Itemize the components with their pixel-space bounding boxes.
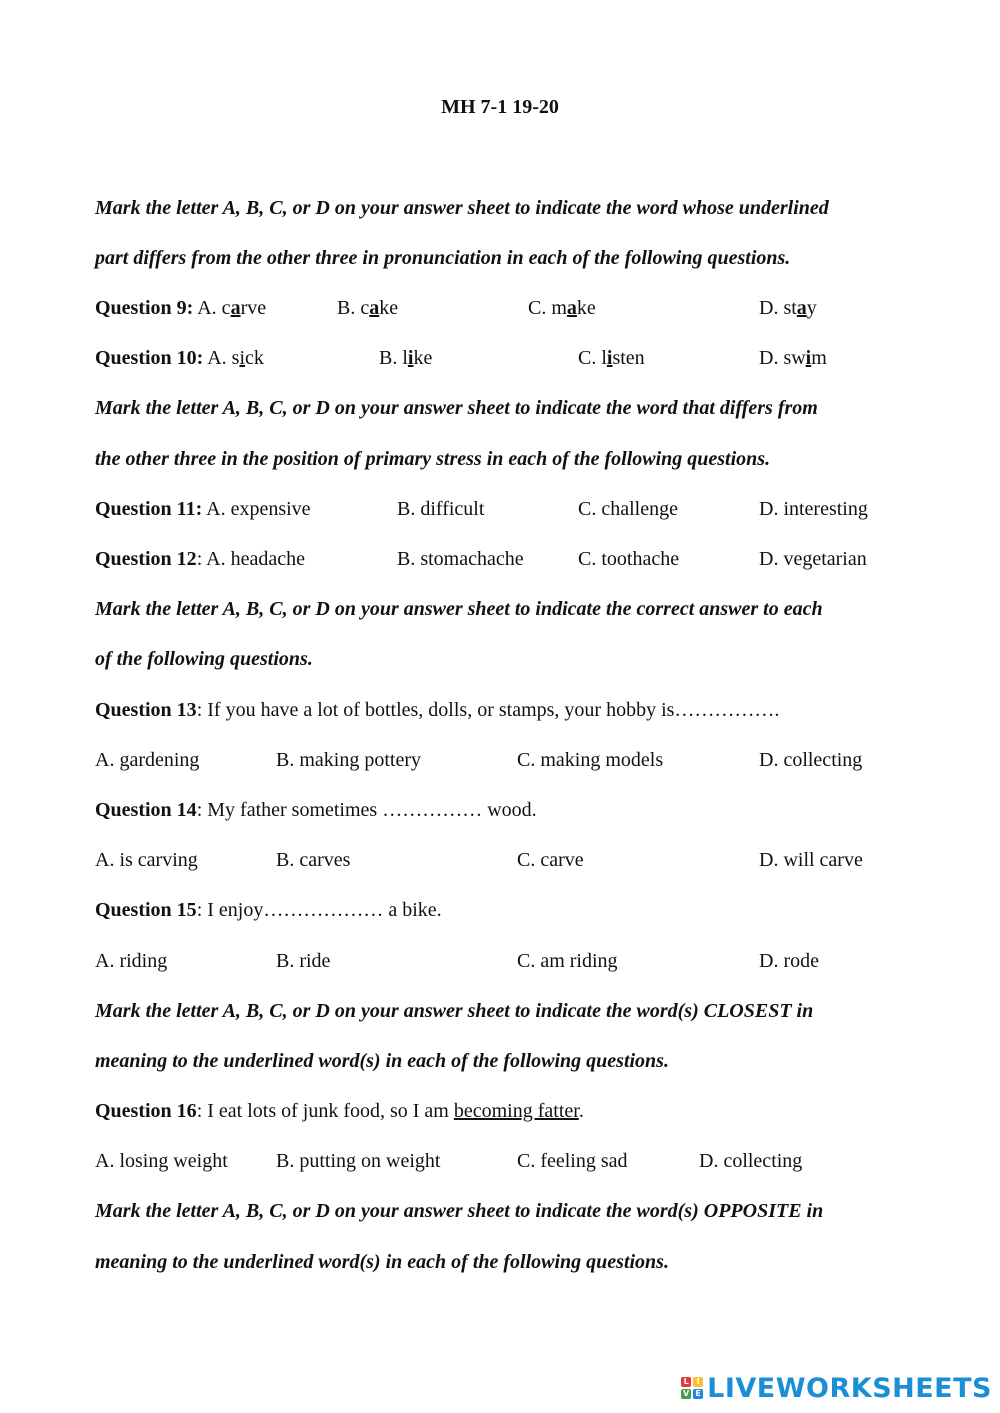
- instruction-closest-line-1: Mark the letter A, B, C, or D on your answer sheet to indicate the word(s) CLOSEST in: [95, 1000, 814, 1022]
- instruction-stress-line-2: the other three in the position of primary stress in each of the following questions.: [95, 448, 771, 470]
- option-b[interactable]: B. ride: [276, 950, 331, 972]
- question-11: [95, 498, 910, 521]
- question-16-options: [95, 1150, 910, 1173]
- option-a[interactable]: A. is carving: [95, 849, 198, 871]
- option-d[interactable]: D. will carve: [759, 849, 863, 871]
- question-13-options: [95, 749, 910, 772]
- question-text: : I eat lots of junk food, so I am: [196, 1100, 454, 1122]
- option-c[interactable]: C. toothache: [578, 548, 680, 570]
- instruction-pronunciation-line-2: part differs from the other three in pronunciation in each of the following questions.: [95, 247, 791, 269]
- liveworksheets-logo: [681, 1371, 992, 1405]
- page-title: MH 7-1 19-20: [441, 96, 559, 118]
- option-d[interactable]: D. collecting: [759, 749, 863, 771]
- option-a[interactable]: A. sick: [203, 347, 264, 369]
- question-label: Question 9:: [95, 297, 194, 319]
- option-d[interactable]: D. stay: [759, 297, 817, 319]
- question-label: Question 12: [95, 548, 197, 570]
- option-a[interactable]: A. riding: [95, 950, 168, 972]
- question-16: Question 16: I eat lots of junk food, so I am becoming fatter.: [95, 1100, 584, 1122]
- question-15-options: [95, 950, 910, 973]
- option-b[interactable]: B. putting on weight: [276, 1150, 441, 1172]
- instruction-closest-line-2: meaning to the underlined word(s) in each of the following questions.: [95, 1050, 669, 1072]
- option-c[interactable]: C. am riding: [517, 950, 618, 972]
- instruction-opposite-line-1: Mark the letter A, B, C, or D on your answer sheet to indicate the word(s) OPPOSITE in: [95, 1200, 824, 1222]
- option-b[interactable]: B. cake: [337, 297, 399, 319]
- question-14-options: [95, 849, 910, 872]
- question-label: Question 11:: [95, 498, 203, 520]
- question-14: [95, 799, 910, 822]
- option-b[interactable]: B. making pottery: [276, 749, 421, 771]
- instruction-stress-line-1: Mark the letter A, B, C, or D on your answer sheet to indicate the word that differs from: [95, 397, 818, 419]
- option-c[interactable]: C. challenge: [578, 498, 678, 520]
- option-a[interactable]: A. carve: [193, 297, 267, 319]
- question-label: Question 14: [95, 799, 197, 821]
- logo-text: LIVEWORKSHEETS: [707, 1372, 992, 1404]
- option-b[interactable]: B. carves: [276, 849, 351, 871]
- option-c[interactable]: C. listen: [578, 347, 645, 369]
- option-d[interactable]: D. collecting: [699, 1150, 803, 1172]
- option-a[interactable]: A. expensive: [202, 498, 311, 520]
- question-label: Question 10:: [95, 347, 204, 369]
- instruction-correct-line-1: Mark the letter A, B, C, or D on your answer sheet to indicate the correct answer to each: [95, 598, 823, 620]
- option-c[interactable]: C. carve: [517, 849, 584, 871]
- option-c[interactable]: C. make: [528, 297, 596, 319]
- question-9: [95, 297, 910, 320]
- question-13: [95, 699, 910, 722]
- underlined-phrase: becoming fatter: [453, 1100, 579, 1122]
- option-d[interactable]: D. interesting: [759, 498, 868, 520]
- option-a[interactable]: : A. headache: [196, 548, 305, 570]
- logo-mark-icon: L I V E: [681, 1377, 703, 1399]
- option-b[interactable]: B. like: [379, 347, 433, 369]
- instruction-correct-line-2: of the following questions.: [95, 648, 313, 670]
- option-d[interactable]: D. rode: [759, 950, 819, 972]
- option-d[interactable]: D. vegetarian: [759, 548, 867, 570]
- option-b[interactable]: B. difficult: [397, 498, 485, 520]
- question-text: : My father sometimes …………… wood.: [196, 799, 537, 821]
- option-a[interactable]: A. gardening: [95, 749, 200, 771]
- instruction-opposite-line-2: meaning to the underlined word(s) in each of the following questions.: [95, 1251, 669, 1273]
- instruction-pronunciation-line-1: Mark the letter A, B, C, or D on your answer sheet to indicate the word whose underlined: [95, 197, 829, 219]
- question-10: [95, 347, 910, 370]
- question-text: : If you have a lot of bottles, dolls, or stamps, your hobby is…………….: [196, 699, 780, 721]
- option-a[interactable]: A. losing weight: [95, 1150, 228, 1172]
- option-c[interactable]: C. feeling sad: [517, 1150, 628, 1172]
- question-label: Question 16: [95, 1100, 197, 1122]
- question-label: Question 15: [95, 899, 197, 921]
- option-c[interactable]: C. making models: [517, 749, 664, 771]
- option-b[interactable]: B. stomachache: [397, 548, 524, 570]
- question-15: [95, 899, 910, 922]
- question-12: [95, 548, 910, 571]
- option-d[interactable]: D. swim: [759, 347, 827, 369]
- question-text: : I enjoy……………… a bike.: [196, 899, 442, 921]
- question-label: Question 13: [95, 699, 197, 721]
